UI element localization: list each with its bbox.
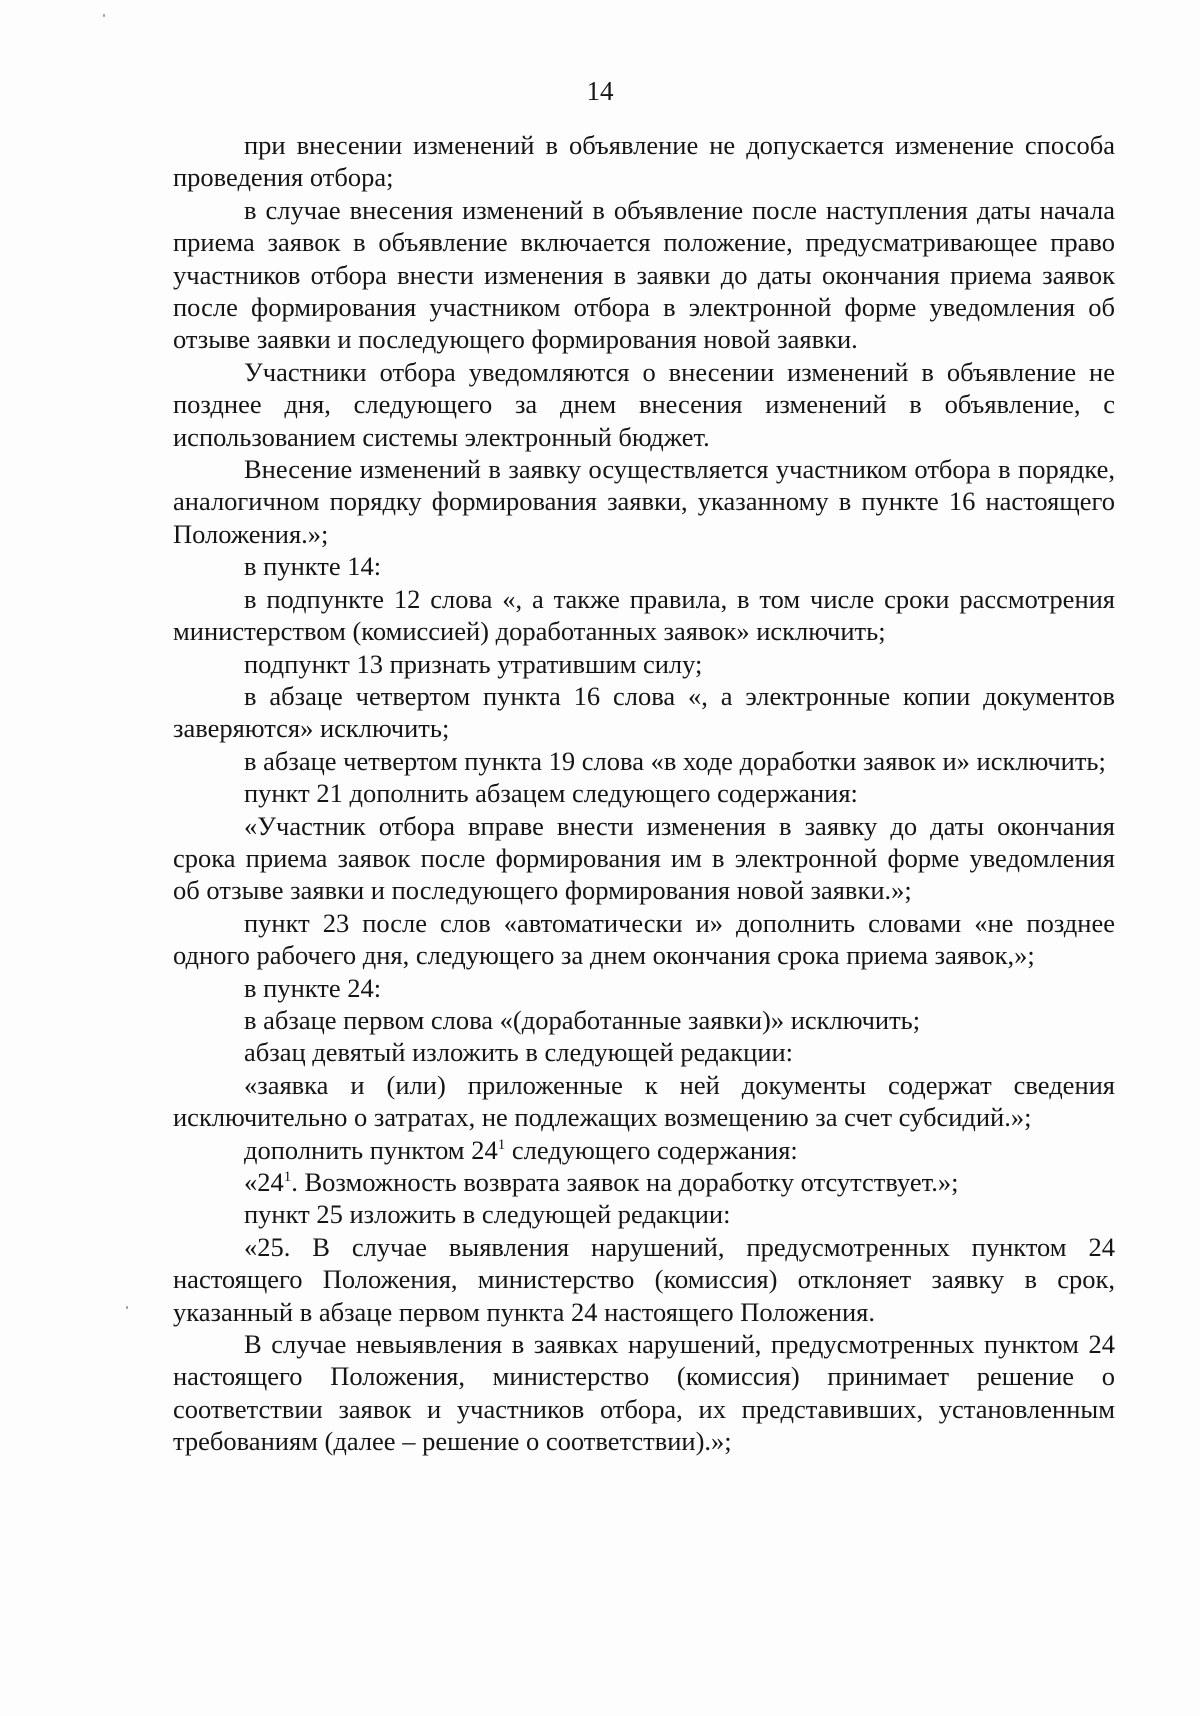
paragraph: в случае внесения изменений в объявление после наступления даты начала приема заявок в объявление включается положение, предусматривающее право участников отбора внести изменения в заявки до даты окончания приема заявок после формирования участником отбора в электронной форме уведомления об отзыве заявки и последующего формирования новой заявки. <box>173 194 1115 355</box>
paragraph: в абзаце первом слова «(доработанные заявки)» исключить; <box>244 1004 921 1035</box>
page-number: 14 <box>586 76 614 106</box>
document-body <box>173 129 1115 1458</box>
paragraph: «25. В случае выявления нарушений, предусмотренных пунктом 24 настоящего Положения, министерство (комиссия) отклоняет заявку в срок, указанный в абзаце первом пункта 24 настоящего Положения. <box>173 1231 1115 1327</box>
paragraph: «заявка и (или) приложенные к ней документы содержат сведения исключительно о затратах, не подлежащих возмещению за счет субсидий.»; <box>173 1069 1115 1133</box>
text-fragment: . Возможность возврата заявок на доработку отсутствует.»; <box>291 1167 959 1197</box>
paragraph: в абзаце четвертом пункта 19 слова «в ходе доработки заявок и» исключить; <box>244 745 1106 776</box>
paragraph: при внесении изменений в объявление не допускается изменение способа проведения отбора; <box>173 130 1115 193</box>
scan-speck <box>126 1306 128 1309</box>
paragraph: в абзаце четвертом пункта 16 слова «, а электронные копии документов заверяются» исключить; <box>173 680 1115 744</box>
scan-speck <box>103 14 105 17</box>
paragraph: в пункте 14: <box>244 551 382 582</box>
text-fragment: «24 <box>244 1167 284 1197</box>
paragraph: в пункте 24: <box>244 972 382 1003</box>
paragraph: абзац девятый изложить в следующей редакции: <box>244 1037 794 1068</box>
paragraph: Внесение изменений в заявку осуществляется участником отбора в порядке, аналогичном порядку формирования заявки, указанному в пункте 16 настоящего Положения.»; <box>173 454 1115 549</box>
paragraph: пункт 21 дополнить абзацем следующего содержания: <box>244 778 858 809</box>
superscript: 1 <box>283 1169 292 1185</box>
paragraph: в подпункте 12 слова «, а также правила, в том числе сроки рассмотрения министерством (комиссией) доработанных заявок» исключить; <box>173 583 1115 647</box>
superscript: 1 <box>497 1136 506 1153</box>
paragraph: пункт 25 изложить в следующей редакции: <box>244 1199 731 1230</box>
paragraph: Участники отбора уведомляются о внесении изменений в объявление не позднее дня, следующего за днем внесения изменений в объявление, с использованием системы электронный бюджет. <box>173 356 1115 452</box>
text-fragment: дополнить пунктом 24 <box>244 1134 498 1165</box>
paragraph: подпункт 13 признать утратившим силу; <box>244 648 703 679</box>
paragraph: пункт 23 после слов «автоматически и» дополнить словами «не позднее одного рабочего дня, следующего за днем окончания срока приема заявок,»; <box>173 907 1115 971</box>
paragraph: В случае невыявления в заявках нарушений, предусмотренных пунктом 24 настоящего Положения, министерство (комиссия) принимает решение о соответствии заявок и участников отбора, их представивших, установленным требованиям (далее – решение о соответствии).»; <box>173 1329 1115 1457</box>
paragraph: «Участник отбора вправе внести изменения в заявку до даты окончания срока приема заявок после формирования им в электронной форме уведомления об отзыве заявки и последующего формирования новой заявки.»; <box>173 810 1115 906</box>
text-fragment: следующего содержания: <box>505 1134 798 1165</box>
paragraph-with-superscript <box>173 1134 1115 1166</box>
paragraph-with-superscript <box>173 1166 1115 1198</box>
